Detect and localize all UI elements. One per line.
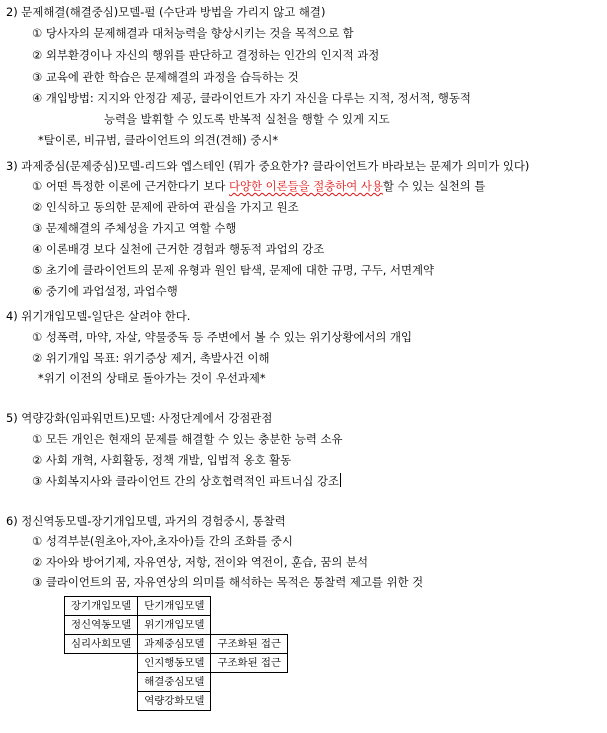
table-row	[65, 635, 288, 654]
section-6-item-2: ② 자아와 방어기제, 자유연상, 저항, 전이와 역전이, 훈습, 꿈의 분석	[32, 555, 368, 569]
section-4-note: *위기 이전의 상태로 돌아가는 것이 우선과제*	[38, 371, 266, 385]
section-4-heading: 4) 위기개입모델-일단은 살려야 한다.	[6, 309, 191, 323]
section-3-item-3: ③ 문제해결의 주체성을 가지고 역할 수행	[32, 221, 237, 235]
table-cell: 구조화된 접근	[211, 635, 288, 654]
table-cell: 과제중심모델	[138, 635, 211, 654]
table-row	[65, 692, 288, 711]
table-cell: 해결중심모델	[138, 673, 211, 692]
table-cell	[65, 654, 138, 673]
table-row	[65, 654, 288, 673]
section-5-item-1: ① 모든 개인은 현재의 문제를 해결할 수 있는 충분한 능력 소유	[32, 432, 343, 446]
table-cell: 정신역동모델	[65, 616, 138, 635]
table-cell: 심리사회모델	[65, 635, 138, 654]
table-row	[65, 597, 288, 616]
section-3-item-1-highlight: 다양한 이론들을 절충하여 사용	[229, 179, 383, 193]
section-5-item-3-text: ③ 사회복지사와 클라이언트 간의 상호협력적인 파트너십 강조	[32, 474, 340, 488]
table-row	[65, 616, 288, 635]
section-6-heading: 6) 정신역동모델-장기개입모델, 과거의 경험중시, 통찰력	[6, 514, 286, 528]
section-3-item-1-text-a: ① 어떤 특정한 이론에 근거한다기 보다	[32, 179, 229, 193]
section-2-item-1: ① 당사자의 문제해결과 대처능력을 향상시키는 것을 목적으로 함	[32, 26, 354, 40]
section-3-item-1	[32, 178, 485, 194]
section-6-item-3: ③ 클라이언트의 꿈, 자유연상의 의미를 해석하는 목적은 통찰력 제고를 위한 것	[32, 575, 424, 589]
section-5-item-2: ② 사회 개혁, 사회활동, 정책 개발, 입법적 옹호 활동	[32, 453, 292, 467]
section-3-item-1-text-b: 할 수 있는 실천의 틀	[382, 179, 486, 193]
section-5-heading: 5) 역량강화(임파워먼트)모델: 사정단계에서 강점관점	[6, 411, 273, 425]
table-cell	[65, 673, 138, 692]
section-2-item-4: ④ 개입방법: 지지와 안정감 제공, 클라이언트가 자기 자신을 다루는 지적, 정서적, 행동적	[32, 91, 471, 105]
section-5-item-3[interactable]	[32, 473, 341, 489]
table-row	[65, 673, 288, 692]
section-3-item-2: ② 인식하고 동의한 문제에 관하여 관심을 가지고 원조	[32, 200, 299, 214]
table-cell	[211, 597, 288, 616]
section-4-item-1: ① 성폭력, 마약, 자살, 약물중독 등 주변에서 볼 수 있는 위기상황에서의 개입	[32, 330, 413, 344]
table-cell: 위기개입모델	[138, 616, 211, 635]
section-2-item-3: ③ 교육에 관한 학습은 문제해결의 과정을 습득하는 것	[32, 70, 299, 84]
section-4-item-2: ② 위기개입 목표: 위기증상 제거, 촉발사건 이해	[32, 351, 270, 365]
table-cell: 구조화된 접근	[211, 654, 288, 673]
table-cell: 단기개입모델	[138, 597, 211, 616]
section-2-heading: 2) 문제해결(해결중심)모델-펄 (수단과 방법을 가리지 않고 해결)	[6, 5, 326, 19]
table-cell: 장기개입모델	[65, 597, 138, 616]
section-2-item-2: ② 외부환경이나 자신의 행위를 판단하고 결정하는 인간의 인지적 과정	[32, 48, 380, 62]
section-6-item-1: ① 성격부분(원초아,자아,초자아)들 간의 조화를 중시	[32, 534, 293, 548]
table-cell: 인지행동모델	[138, 654, 211, 673]
text-cursor	[340, 473, 341, 487]
table-cell	[211, 692, 288, 711]
table-cell	[211, 673, 288, 692]
table-cell: 역량강화모델	[138, 692, 211, 711]
section-3-heading: 3) 과제중심(문제중심)모델-리드와 엡스테인 (뭐가 중요한가? 클라이언트가 바라보는 문제가 의미가 있다)	[6, 159, 530, 173]
table-cell	[211, 616, 288, 635]
section-2-item-4-continued: 능력을 발휘할 수 있도록 반복적 실천을 행할 수 있게 지도	[104, 112, 390, 126]
table-cell	[65, 692, 138, 711]
section-3-item-5: ⑤ 초기에 클라이언트의 문제 유형과 원인 탐색, 문제에 대한 규명, 구두, 서면계약	[32, 263, 435, 277]
section-3-item-4: ④ 이론배경 보다 실천에 근거한 경험과 행동적 과업의 강조	[32, 242, 325, 256]
model-comparison-table	[64, 596, 288, 711]
section-2-note: *탈이론, 비규범, 클라이언트의 의견(견해) 중시*	[38, 133, 279, 147]
section-3-item-6: ⑥ 중기에 과업설정, 과업수행	[32, 284, 178, 298]
